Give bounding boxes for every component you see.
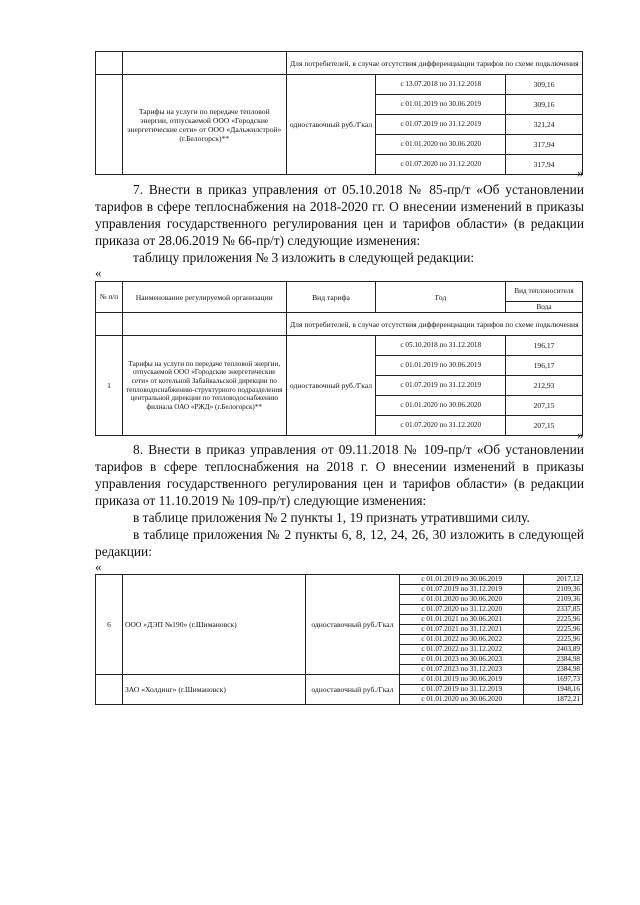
org-name: Тарифы на услуги по передаче тепловой энергии, отпускаемой ООО «Городские энергетические сети» от котельной Забайкальской дирекции по тепловодоснабжению-структурного подразделения центральной дирекции по тепловодоснабжению филиала ОАО «РЖД» (г.Белогорск)** xyxy=(122,336,286,436)
diff-header: Для потребителей, в случае отсутствия дифференциации тарифов по схеме подключения xyxy=(286,52,582,75)
tariff-value: 309,16 xyxy=(506,95,583,115)
row-num xyxy=(96,675,123,705)
item-8-text: 8. Внести в приказ управления от 09.11.2018 № 109-пр/т «Об установлении тарифов в сфере теплоснабжения на 2018 г. О внесении изменений в приказы управления государственного регулирования цен и тарифов области» (в редакции приказа от 11.10.2019 № 109-пр/т) следующие изменения: xyxy=(95,442,584,508)
cell-empty xyxy=(96,52,123,75)
tariff-value: 2225,96 xyxy=(524,625,583,635)
period: с 01.07.2023 по 31.12.2023 xyxy=(400,665,524,675)
tariff-type: одноставочный руб./Гкал xyxy=(305,575,400,675)
tariff-value: 1697,73 xyxy=(524,675,583,685)
period: с 01.01.2021 по 30.06.2021 xyxy=(400,615,524,625)
period: с 01.07.2019 по 31.12.2019 xyxy=(400,585,524,595)
tariff-type: одноставочный руб./Гкал xyxy=(286,336,376,436)
period: с 01.01.2019 по 30.06.2019 xyxy=(400,575,524,585)
period: с 01.01.2020 по 30.06.2020 xyxy=(376,396,506,416)
tariff-value: 2337,85 xyxy=(524,605,583,615)
period: с 01.01.2019 по 30.06.2019 xyxy=(376,356,506,376)
row-num: 6 xyxy=(96,575,123,675)
header-type: Вид тарифа xyxy=(286,282,376,313)
tariff-value: 207,15 xyxy=(506,416,583,436)
tariff-value: 2384,98 xyxy=(524,665,583,675)
diff-header: Для потребителей, в случае отсутствия дифференциации тарифов по схеме подключения xyxy=(286,313,582,336)
period: с 01.07.2020 по 31.12.2020 xyxy=(376,155,506,175)
row-num xyxy=(96,75,123,175)
close-quote: » xyxy=(577,427,584,442)
close-quote: » xyxy=(577,165,584,180)
item-8 xyxy=(95,441,584,560)
header-year: Год xyxy=(376,282,506,313)
period: с 01.01.2019 по 30.06.2019 xyxy=(376,95,506,115)
tariff-table-top xyxy=(95,51,583,175)
tariff-value: 2109,36 xyxy=(524,585,583,595)
period: с 05.10.2018 по 31.12.2018 xyxy=(376,336,506,356)
tariff-value: 317,94 xyxy=(506,155,583,175)
item-8-line2: в таблице приложения № 2 пункты 6, 8, 12, 24, 26, 30 изложить в следующей редакции: xyxy=(95,527,584,559)
open-quote: « xyxy=(95,265,102,280)
period: с 01.07.2021 по 31.12.2021 xyxy=(400,625,524,635)
period: с 01.07.2022 по 31.12.2022 xyxy=(400,645,524,655)
period: с 01.01.2023 по 30.06.2023 xyxy=(400,655,524,665)
header-num: № п/п xyxy=(96,282,123,313)
item-7 xyxy=(95,181,584,266)
tariff-value: 2384,98 xyxy=(524,655,583,665)
tariff-value: 196,17 xyxy=(506,336,583,356)
org-name: Тарифы на услуги по передаче тепловой энергии, отпускаемой ООО «Городские энергетические сети» от ООО «Дальжилстрой» (г.Белогорск)** xyxy=(122,75,286,175)
period: с 01.01.2020 по 30.06.2020 xyxy=(400,695,524,705)
cell-empty xyxy=(122,52,286,75)
tariff-value: 1872,21 xyxy=(524,695,583,705)
period: с 01.01.2022 по 30.06.2022 xyxy=(400,635,524,645)
item-7-text: 7. Внести в приказ управления от 05.10.2018 № 85-пр/т «Об установлении тарифов в сфере теплоснабжения на 2018-2020 гг. О внесении изменений в приказы управления государственного регулирования цен и тарифов области» (в редакции приказа от 28.06.2019 № 66-пр/т) следующие изменения: xyxy=(95,182,584,248)
tariff-value: 317,94 xyxy=(506,135,583,155)
org-name: ООО «ДЭП №190» (г.Шимановск) xyxy=(122,575,305,675)
tariff-table-appendix-2 xyxy=(95,574,583,705)
header-water: Вода xyxy=(506,302,583,313)
tariff-value: 2109,36 xyxy=(524,595,583,605)
tariff-value: 212,93 xyxy=(506,376,583,396)
tariff-table-appendix-3 xyxy=(95,281,583,436)
period: с 01.07.2020 по 31.12.2020 xyxy=(376,416,506,436)
tariff-value: 2017,12 xyxy=(524,575,583,585)
cell-empty xyxy=(96,313,123,336)
tariff-value: 207,15 xyxy=(506,396,583,416)
tariff-value: 2225,96 xyxy=(524,615,583,625)
tariff-type: одноставочный руб./Гкал xyxy=(305,675,400,705)
period: с 13.07.2018 по 31.12.2018 xyxy=(376,75,506,95)
period: с 01.01.2020 по 30.06.2020 xyxy=(400,595,524,605)
open-quote: « xyxy=(95,559,102,574)
tariff-type: одноставочный руб./Гкал xyxy=(286,75,376,175)
item-7-sub: таблицу приложения № 3 изложить в следующей редакции: xyxy=(133,250,475,265)
org-name: ЗАО «Холдинг» (г.Шимановск) xyxy=(122,675,305,705)
tariff-value: 321,24 xyxy=(506,115,583,135)
tariff-value: 309,16 xyxy=(506,75,583,95)
cell-empty xyxy=(122,313,286,336)
row-num: 1 xyxy=(96,336,123,436)
period: с 01.07.2020 по 31.12.2020 xyxy=(400,605,524,615)
header-org: Наименование регулируемой организации xyxy=(122,282,286,313)
period: с 01.07.2019 по 31.12.2019 xyxy=(400,685,524,695)
item-8-line1: в таблице приложения № 2 пункты 1, 19 признать утратившими силу. xyxy=(133,510,530,525)
period: с 01.07.2019 по 31.12.2019 xyxy=(376,376,506,396)
period: с 01.01.2020 по 30.06.2020 xyxy=(376,135,506,155)
tariff-value: 2225,96 xyxy=(524,635,583,645)
tariff-value: 1948,16 xyxy=(524,685,583,695)
header-carrier: Вид теплоносителя xyxy=(506,282,583,302)
tariff-value: 2403,89 xyxy=(524,645,583,655)
tariff-value: 196,17 xyxy=(506,356,583,376)
period: с 01.07.2019 по 31.12.2019 xyxy=(376,115,506,135)
period: с 01.01.2019 по 30.06.2019 xyxy=(400,675,524,685)
